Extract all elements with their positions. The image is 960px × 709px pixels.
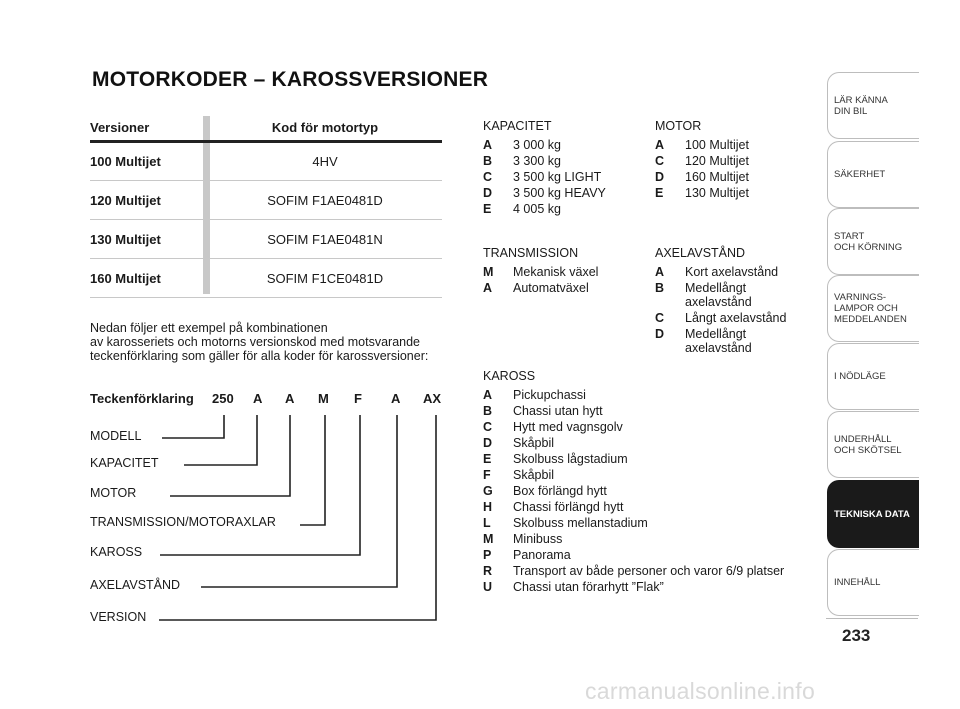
code-text: Medellångt axelavstånd	[685, 327, 752, 355]
code-letter: C	[655, 154, 665, 168]
list-item	[483, 168, 643, 184]
body-title: KAROSS	[483, 369, 536, 383]
list-item	[483, 514, 813, 530]
tab-lar-kanna-din-bil[interactable]	[827, 72, 919, 139]
wheelbase-title: AXELAVSTÅND	[655, 246, 746, 260]
code-letter: L	[483, 516, 491, 530]
list-item	[483, 546, 813, 562]
description-line: av karosseriets och motorns versionskod med motsvarande	[90, 335, 421, 349]
code-text: 3 000 kg	[513, 138, 561, 152]
code-text: 3 500 kg LIGHT	[513, 170, 602, 184]
list-item	[483, 498, 813, 514]
code-text: Chassi utan förarhytt ”Flak”	[513, 580, 664, 594]
code-letter: D	[483, 186, 493, 200]
code-letter: E	[483, 202, 492, 216]
legend-code-version: AX	[423, 391, 442, 406]
code-text: Kort axelavstånd	[685, 265, 779, 279]
list-item	[655, 279, 805, 309]
list-item	[483, 578, 813, 594]
wheelbase-list	[655, 263, 805, 355]
code-text: Minibuss	[513, 532, 563, 546]
tab-label: UNDERHÅLL OCH SKÖTSEL	[834, 433, 902, 456]
list-item	[655, 325, 805, 355]
capacity-list	[483, 136, 643, 216]
description-line: teckenförklaring som gäller för alla koder för karossversioner:	[90, 349, 429, 363]
connector-motor	[170, 415, 290, 496]
tab-innehall[interactable]	[827, 549, 919, 616]
tab-i-nodlage[interactable]	[827, 343, 919, 410]
code-letter: C	[655, 311, 665, 325]
code-letter: A	[655, 265, 665, 279]
code-letter: F	[483, 468, 491, 482]
code-letter: D	[655, 170, 665, 184]
watermark: carmanualsonline.info	[585, 678, 816, 704]
code-text: Chassi förlängd hytt	[513, 500, 624, 514]
code-text: Chassi utan hytt	[513, 404, 603, 418]
tab-start-och-korning[interactable]	[827, 208, 919, 275]
list-item	[483, 263, 643, 279]
tab-label: TEKNISKA DATA	[834, 508, 910, 520]
code-letter: E	[655, 186, 664, 200]
code-text: 120 Multijet	[685, 154, 749, 168]
list-item	[483, 418, 813, 434]
list-item	[483, 152, 643, 168]
legend-label-transmission: TRANSMISSION/MOTORAXLAR	[90, 515, 276, 529]
code-text: Automatväxel	[513, 281, 589, 295]
code-letter: U	[483, 580, 493, 594]
tab-label: INNEHÅLL	[834, 577, 881, 588]
list-item	[483, 200, 643, 216]
code-letter: D	[655, 327, 665, 341]
code-letter: C	[483, 420, 493, 434]
legend-heading: Teckenförklaring	[90, 391, 194, 406]
connector-wheelbase	[201, 415, 397, 587]
version-cell: 130 Multijet	[90, 232, 161, 247]
page-number: 233	[842, 626, 871, 645]
legend-code-transmission: M	[318, 391, 329, 406]
header-versions: Versioner	[90, 120, 150, 135]
list-item	[483, 450, 813, 466]
connector-body	[160, 415, 360, 555]
tab-label: I NÖDLÄGE	[834, 371, 886, 382]
code-text: Medellångt axelavstånd	[685, 281, 752, 309]
code-letter: G	[483, 484, 493, 498]
list-item	[483, 184, 643, 200]
code-letter: R	[483, 564, 493, 578]
legend-code-motor: A	[285, 391, 295, 406]
legend-label-body: KAROSS	[90, 545, 143, 559]
code-text: 3 300 kg	[513, 154, 561, 168]
list-item	[655, 309, 805, 325]
code-text: Transport av både personer och varor 6/9 platser	[513, 564, 785, 578]
code-letter: H	[483, 500, 493, 514]
legend-code-body: F	[354, 391, 362, 406]
legend-code-model: 250	[212, 391, 234, 406]
code-text: Skåpbil	[513, 436, 554, 450]
list-item	[483, 466, 813, 482]
connector-version	[159, 415, 436, 620]
version-cell: 120 Multijet	[90, 193, 161, 208]
code-letter: A	[483, 388, 493, 402]
code-letter: A	[483, 138, 493, 152]
code-text: 3 500 kg HEAVY	[513, 186, 606, 200]
list-item	[483, 402, 813, 418]
page-title: MOTORKODER – KAROSSVERSIONER	[92, 68, 489, 91]
engine-code-cell: SOFIM F1AE0481N	[267, 232, 383, 247]
list-item	[483, 482, 813, 498]
code-letter: B	[483, 404, 493, 418]
legend-label-wheelbase: AXELAVSTÅND	[90, 578, 181, 592]
engine-code-cell: SOFIM F1CE0481D	[266, 271, 384, 286]
code-text: Hytt med vagnsgolv	[513, 420, 623, 434]
code-letter: B	[655, 281, 665, 295]
code-text: Mekanisk växel	[513, 265, 599, 279]
code-letter: D	[483, 436, 493, 450]
page-number-rule	[826, 618, 918, 619]
code-text: Skolbuss mellanstadium	[513, 516, 648, 530]
code-text: Panorama	[513, 548, 571, 562]
code-text: 160 Multijet	[685, 170, 749, 184]
list-item	[655, 263, 805, 279]
list-item	[483, 386, 813, 402]
tab-sakerhet[interactable]	[827, 141, 919, 208]
legend-code-capacity: A	[253, 391, 263, 406]
tab-tekniska-data[interactable]	[827, 480, 919, 548]
code-letter: B	[483, 154, 493, 168]
legend-label-capacity: KAPACITET	[90, 456, 159, 470]
legend-label-version: VERSION	[90, 610, 147, 624]
code-text: 100 Multijet	[685, 138, 749, 152]
list-item	[483, 530, 813, 546]
code-letter: P	[483, 548, 492, 562]
code-letter: M	[483, 532, 494, 546]
capacity-title: KAPACITET	[483, 119, 552, 133]
list-item	[483, 434, 813, 450]
tab-label: VARNINGS- LAMPOR OCH MEDDELANDEN	[834, 292, 907, 325]
motor-title: MOTOR	[655, 119, 702, 133]
code-letter: C	[483, 170, 493, 184]
transmission-list	[483, 263, 643, 295]
connector-model	[162, 415, 224, 438]
connector-transmission	[300, 415, 325, 525]
code-text: Skolbuss lågstadium	[513, 452, 628, 466]
connector-capacity	[184, 415, 257, 465]
description-line: Nedan följer ett exempel på kombinationen	[90, 321, 328, 335]
list-item	[655, 136, 815, 152]
legend-label-motor: MOTOR	[90, 486, 137, 500]
code-text: Långt axelavstånd	[685, 311, 787, 325]
tab-label: SÄKERHET	[834, 169, 886, 180]
code-text: Box förlängd hytt	[513, 484, 607, 498]
legend-label-model: MODELL	[90, 429, 142, 443]
motor-list	[655, 136, 815, 200]
code-text: 4 005 kg	[513, 202, 561, 216]
code-letter: E	[483, 452, 492, 466]
legend-code-wheelbase: A	[391, 391, 401, 406]
code-letter: M	[483, 265, 494, 279]
list-item	[655, 152, 815, 168]
list-item	[655, 168, 815, 184]
transmission-title: TRANSMISSION	[483, 246, 579, 260]
tab-label: START OCH KÖRNING	[834, 230, 903, 253]
code-letter: A	[483, 281, 493, 295]
code-letter: A	[655, 138, 665, 152]
tab-varningslampor[interactable]	[827, 275, 919, 342]
version-cell: 160 Multijet	[90, 271, 161, 286]
list-item	[483, 279, 643, 295]
code-text: Skåpbil	[513, 468, 554, 482]
tab-label: LÄR KÄNNA DIN BIL	[834, 94, 888, 117]
body-list	[483, 386, 813, 594]
code-text: Pickupchassi	[513, 388, 586, 402]
list-item	[483, 562, 813, 578]
list-item	[483, 136, 643, 152]
version-cell: 100 Multijet	[90, 154, 161, 169]
list-item	[655, 184, 815, 200]
engine-code-cell: SOFIM F1AE0481D	[267, 193, 383, 208]
tab-underhall-och-skotsel[interactable]	[827, 411, 919, 478]
header-engine-code: Kod för motortyp	[271, 120, 379, 135]
code-text: 130 Multijet	[685, 186, 749, 200]
engine-code-cell: 4HV	[312, 154, 338, 169]
